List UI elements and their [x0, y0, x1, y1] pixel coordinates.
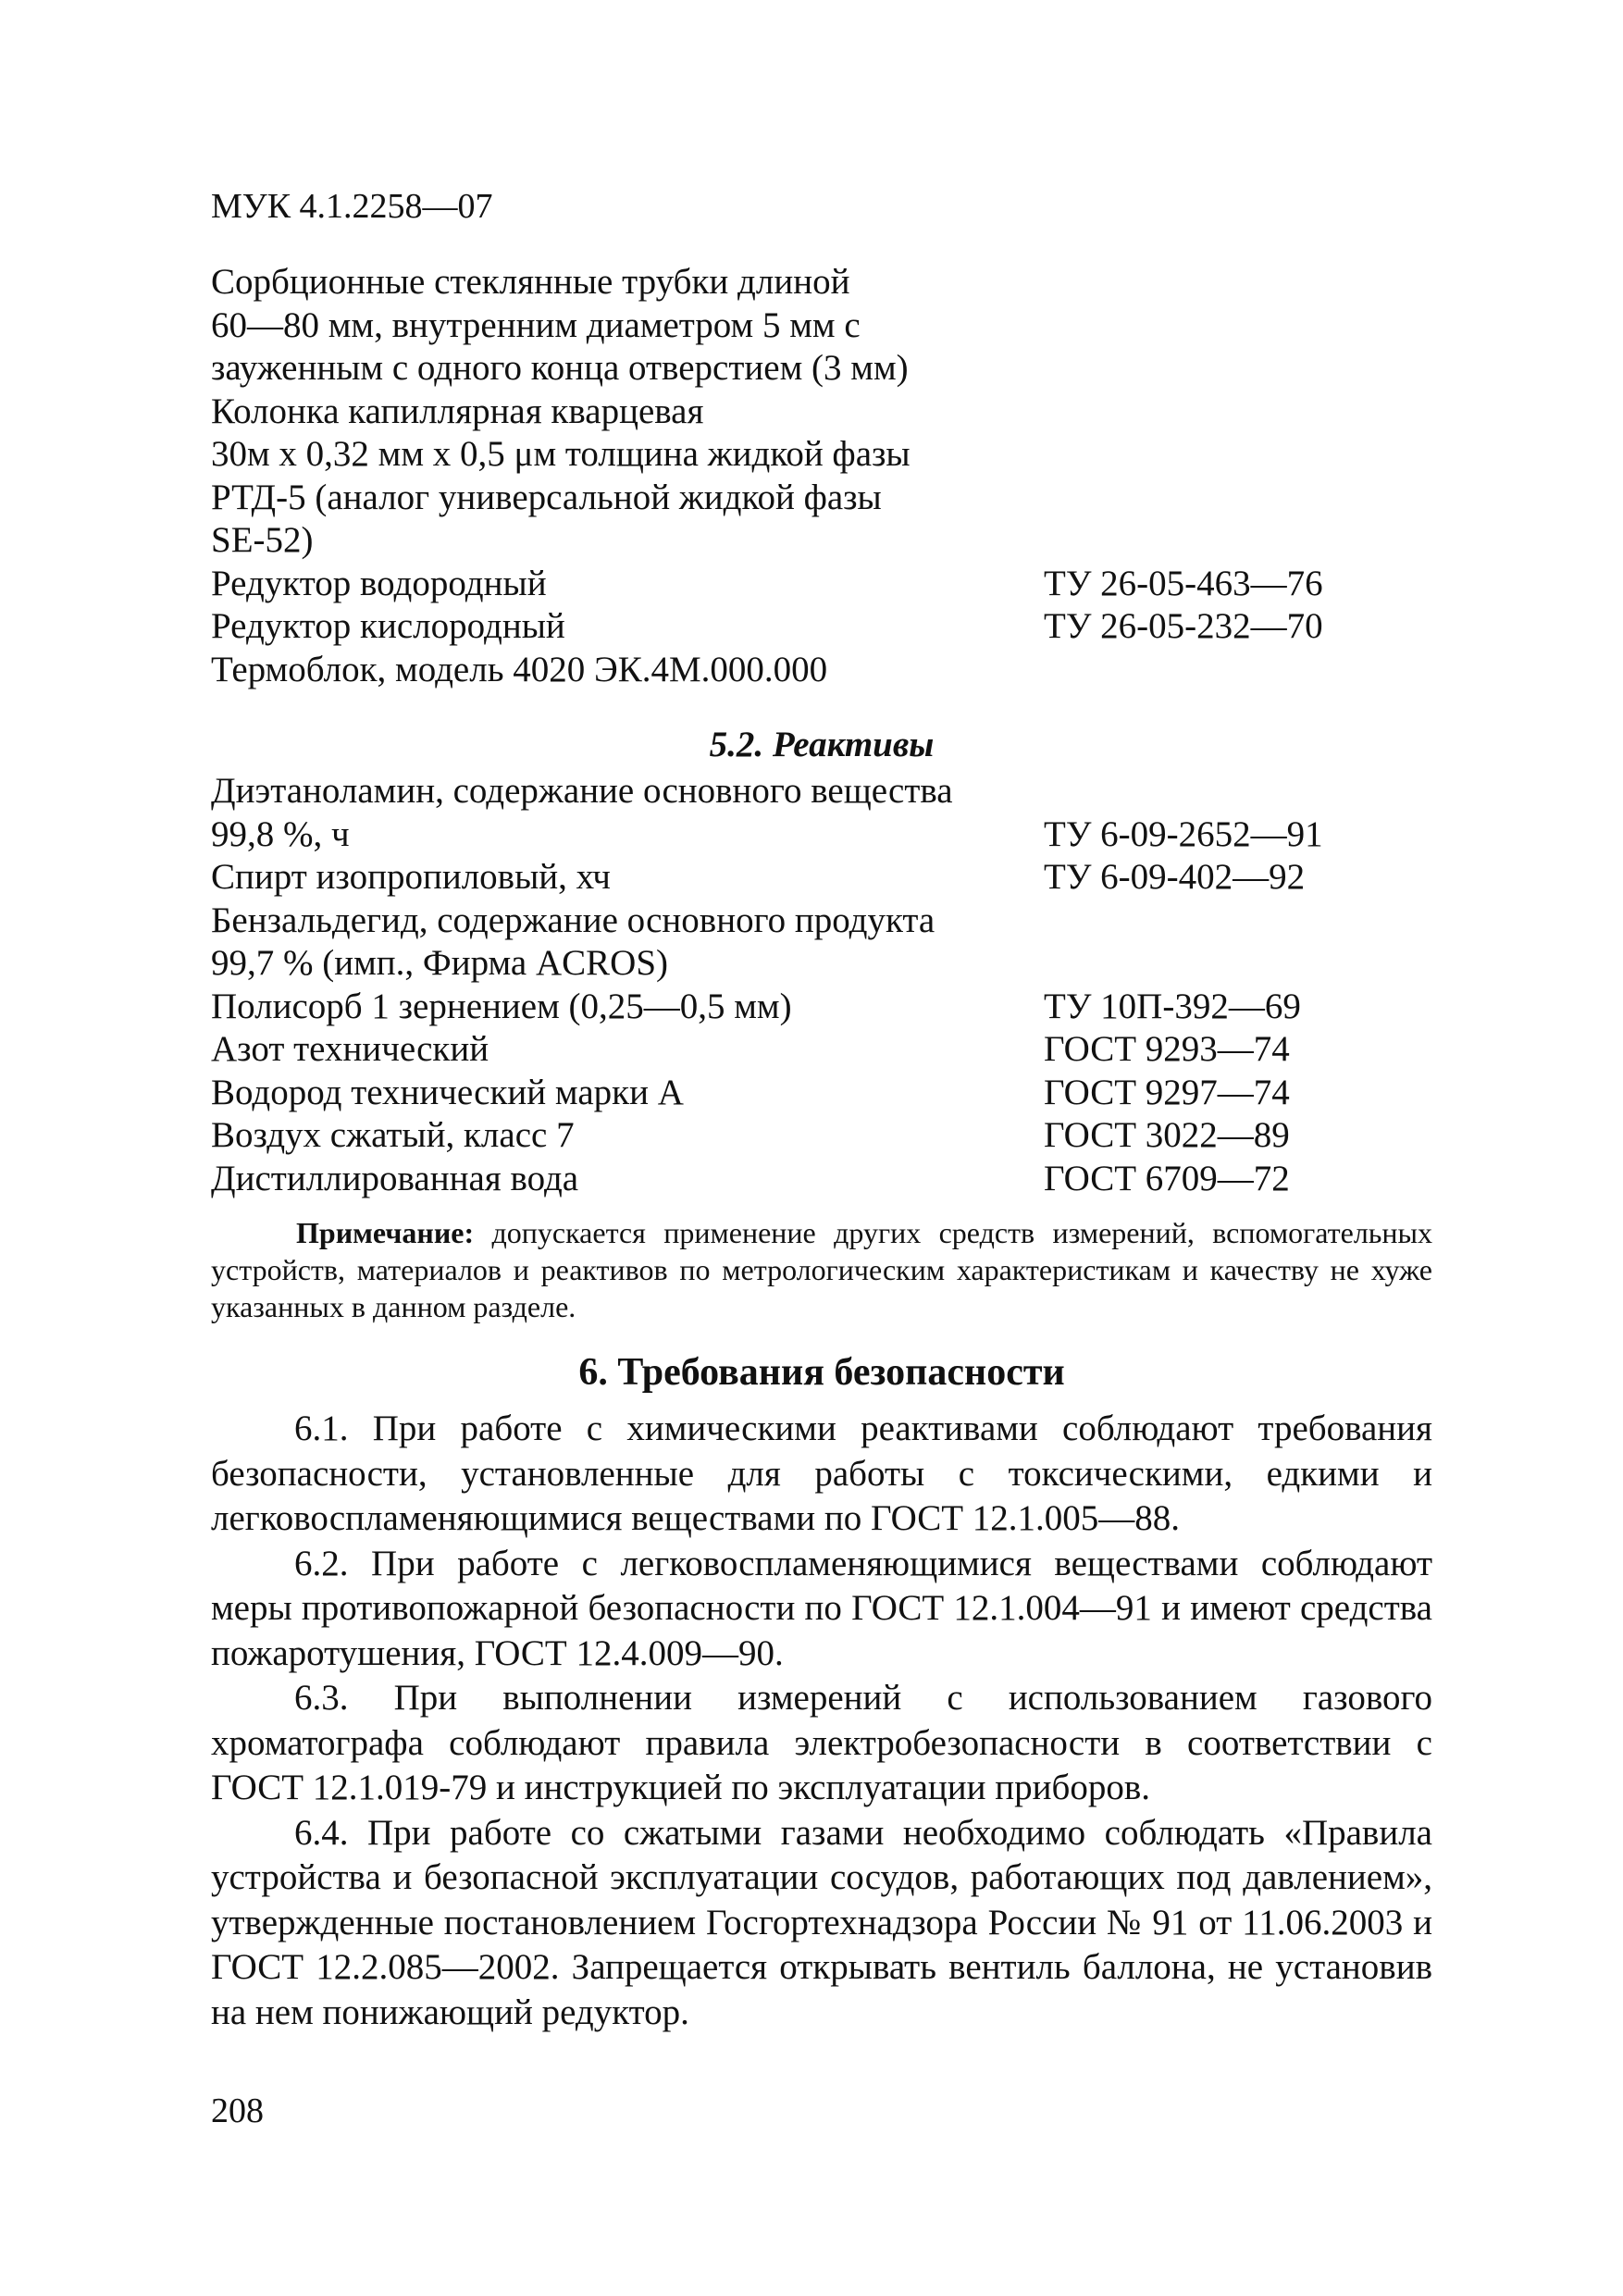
list-item	[211, 986, 1432, 1029]
list-item	[211, 942, 1432, 986]
item-name: Дистиллированная вода	[211, 1158, 579, 1198]
item-standard	[1044, 304, 1432, 348]
list-item	[211, 391, 1432, 434]
item-standard: ТУ 10П-392—69	[1044, 986, 1301, 1026]
list-item	[211, 1072, 1432, 1115]
list-item	[211, 304, 1432, 348]
item-standard: ТУ 26-05-463—76	[1044, 563, 1323, 603]
list-item	[211, 563, 1432, 606]
item-name: 99,7 % (имп., Фирма ACROS)	[211, 943, 668, 983]
item-name: зауженным с одного конца отверстием (3 мм)	[211, 348, 909, 388]
list-item	[211, 900, 1432, 943]
list-item	[211, 770, 1432, 813]
note-text: допускается применение других средств измерений, вспомогательных устройств, материалов и реактивов по метрологическим характеристикам и качеству не хуже указанных в данном разделе.	[211, 1216, 1432, 1323]
item-name: РТД-5 (аналог универсальной жидкой фазы	[211, 477, 882, 517]
item-standard: ТУ 26-05-232—70	[1044, 606, 1323, 646]
item-name: Азот технический	[211, 1029, 489, 1069]
item-standard	[1044, 649, 1432, 692]
list-item	[211, 347, 1432, 391]
item-name: Спирт изопропиловый, хч	[211, 857, 611, 897]
list-item	[211, 605, 1432, 649]
reagents-list	[211, 770, 1432, 1200]
note-label: Примечание:	[296, 1216, 475, 1249]
item-standard	[1044, 347, 1432, 391]
list-item	[211, 477, 1432, 520]
document-code-header: МУК 4.1.2258—07	[211, 187, 493, 226]
item-standard: ГОСТ 6709—72	[1044, 1158, 1290, 1198]
list-item	[211, 1158, 1432, 1201]
item-standard	[1044, 770, 1432, 813]
item-standard: ТУ 6-09-402—92	[1044, 857, 1306, 897]
item-name: SE-52)	[211, 520, 314, 560]
item-standard: ГОСТ 9297—74	[1044, 1072, 1290, 1112]
safety-requirements	[211, 1407, 1432, 2035]
item-name: Колонка капиллярная кварцевая	[211, 391, 704, 431]
list-item	[211, 813, 1432, 857]
item-standard: ГОСТ 9293—74	[1044, 1029, 1290, 1069]
item-standard	[1044, 900, 1432, 943]
item-name: Сорбционные стеклянные трубки длиной	[211, 262, 850, 302]
item-name: Термоблок, модель 4020 ЭК.4М.000.000	[211, 649, 828, 689]
equipment-list	[211, 261, 1432, 691]
note-body	[211, 1214, 1432, 1325]
paragraph-6-4: 6.4. При работе со сжатыми газами необходимо соблюдать «Правила устройства и безопасной эксплуатации сосудов, работающих под давлением», утвержденные постановлением Госгортехнадзора России № 91 от 11.06.2003 и ГОСТ 12.2.085—2002. Запрещается открывать вентиль баллона, не установив на нем понижающий редуктор.	[211, 1812, 1432, 2032]
subsection-heading: 5.2. Реактивы	[709, 725, 935, 764]
item-standard	[1044, 942, 1432, 986]
item-standard	[1044, 433, 1432, 477]
paragraph-6-2: 6.2. При работе с легковоспламеняющимися веществами соблюдают меры противопожарной безопасности по ГОСТ 12.1.004—91 и имеют средства пожаротушения, ГОСТ 12.4.009—90.	[211, 1543, 1432, 1673]
list-item	[211, 856, 1432, 900]
list-item	[211, 433, 1432, 477]
item-name: Редуктор водородный	[211, 563, 547, 603]
paragraph-6-1: 6.1. При работе с химическими реактивами соблюдают требования безопасности, установленные для работы с токсическими, едкими и легковоспламеняющимися веществами по ГОСТ 12.1.005—88.	[211, 1409, 1432, 1538]
page-number: 208	[211, 2091, 264, 2130]
item-name: 99,8 %, ч	[211, 813, 350, 854]
list-item	[211, 519, 1432, 563]
item-standard	[1044, 477, 1432, 520]
note-paragraph	[211, 1214, 1432, 1325]
list-item	[211, 649, 1432, 692]
item-name: Воздух сжатый, класс 7	[211, 1115, 575, 1155]
item-standard	[1044, 391, 1432, 434]
item-name: 30м х 0,32 мм х 0,5 μм толщина жидкой фазы	[211, 434, 911, 474]
item-name: Бензальдегид, содержание основного продукта	[211, 900, 935, 940]
item-name: Диэтаноламин, содержание основного вещества	[211, 771, 953, 811]
item-name: Водород технический марки А	[211, 1072, 684, 1112]
list-item	[211, 261, 1432, 304]
item-standard: ГОСТ 3022—89	[1044, 1115, 1290, 1155]
item-name: Редуктор кислородный	[211, 606, 565, 646]
item-standard: ТУ 6-09-2652—91	[1044, 813, 1323, 854]
item-name: Полисорб 1 зернением (0,25—0,5 мм)	[211, 986, 792, 1026]
section-title: 6. Требования безопасности	[578, 1351, 1065, 1394]
list-item	[211, 1114, 1432, 1158]
paragraph-6-3: 6.3. При выполнении измерений с использованием газового хроматографа соблюдают правила электробезопасности в соответствии с ГОСТ 12.1.019-79 и инструкцией по эксплуатации приборов.	[211, 1678, 1432, 1807]
item-standard	[1044, 261, 1432, 304]
item-standard	[1044, 519, 1432, 563]
item-name: 60—80 мм, внутренним диаметром 5 мм с	[211, 304, 861, 345]
list-item	[211, 1028, 1432, 1072]
